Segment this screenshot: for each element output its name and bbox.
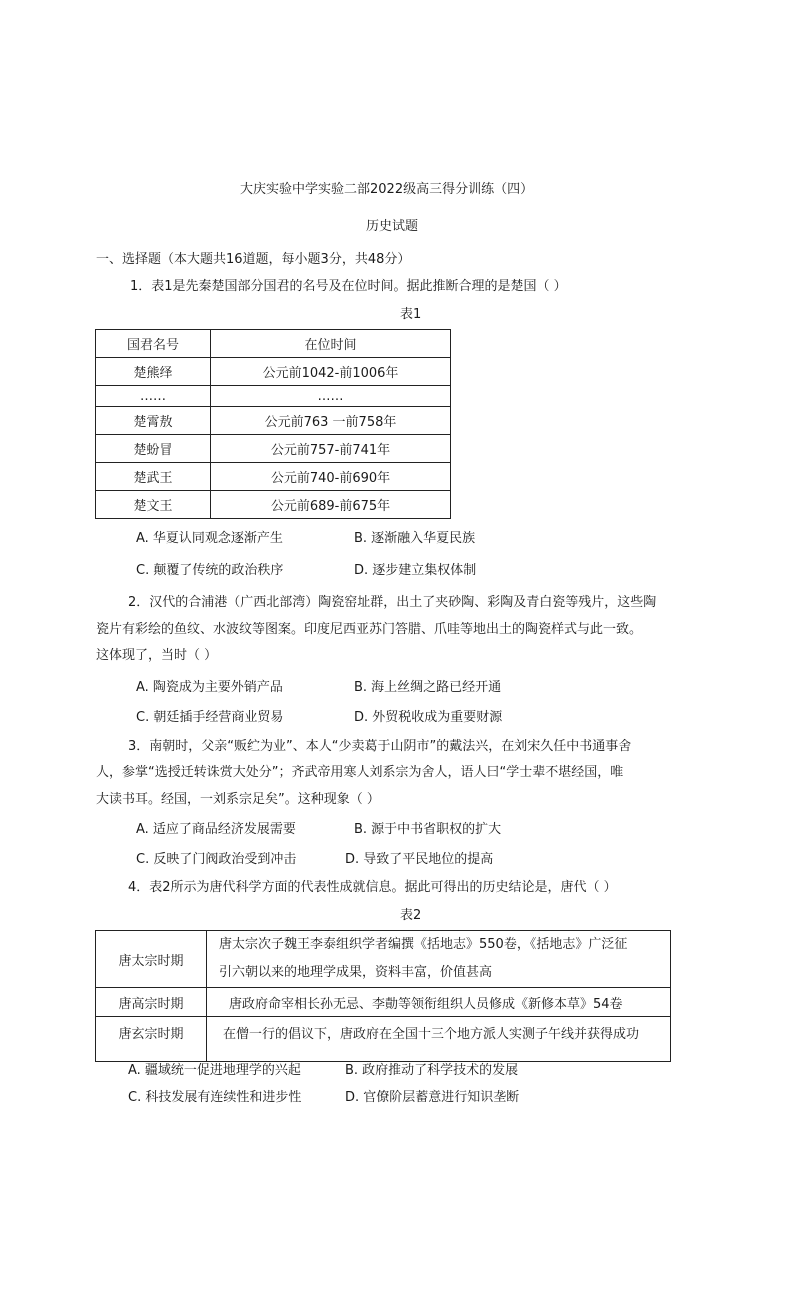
table-cell-line: 引六朝以来的地理学成果，资料丰富，价值甚高 (219, 965, 493, 980)
q1-stem: 1．表1是先秦楚国部分国君的名号及在位时间。据此推断合理的是楚国（ ） (130, 279, 567, 294)
table-cell: 楚熊绎 (96, 358, 211, 386)
table-cell-period: 唐太宗时期 (96, 931, 207, 988)
page-subtitle: 历史试题 (366, 219, 419, 234)
table-cell: …… (211, 386, 451, 407)
table-cell: 公元前763 一前758年 (211, 407, 451, 435)
q3-option-c: C. 反映了门阀政治受到冲击 (136, 852, 297, 867)
table-row (96, 931, 671, 988)
table-row (96, 988, 671, 1017)
table-row (96, 1017, 671, 1062)
q2-line-1: 2．汉代的合浦港（广西北部湾）陶瓷窑址群，出土了夹砂陶、彩陶及青白瓷等残片，这些陶 (128, 595, 657, 610)
q4-table (95, 930, 671, 1062)
q2-option-d: D. 外贸税收成为重要财源 (354, 710, 503, 725)
q3-option-a: A. 适应了商品经济发展需要 (136, 822, 296, 837)
q3-option-b: B. 源于中书省职权的扩大 (354, 822, 502, 837)
section-heading: 一、选择题（本大题共16道题，每小题3分，共48分） (96, 252, 411, 267)
table-cell: 公元前740-前690年 (211, 463, 451, 491)
q3-option-d: D. 导致了平民地位的提高 (345, 852, 494, 867)
q4-option-a: A. 疆域统一促进地理学的兴起 (128, 1063, 301, 1078)
q2-line-2: 瓷片有彩绘的鱼纹、水波纹等图案。印度尼西亚苏门答腊、爪哇等地出土的陶瓷样式与此一致。 (96, 622, 643, 637)
table-row (96, 330, 451, 358)
table-cell-content (207, 931, 671, 988)
q1-option-b: B. 逐渐融入华夏民族 (354, 531, 476, 546)
q2-option-c: C. 朝廷插手经营商业贸易 (136, 710, 284, 725)
q2-option-a: A. 陶瓷成为主要外销产品 (136, 680, 283, 695)
table-cell-period: 唐高宗时期 (96, 988, 207, 1017)
table-cell: 公元前1042-前1006年 (211, 358, 451, 386)
page-title: 大庆实验中学实验二部2022级高三得分训练（四） (240, 182, 534, 197)
q1-option-d: D. 逐步建立集权体制 (354, 563, 477, 578)
q4-table-caption: 表2 (400, 908, 422, 923)
table-row (96, 463, 451, 491)
table-row (96, 435, 451, 463)
q1-table (95, 329, 451, 519)
table-cell: …… (96, 386, 211, 407)
q3-line-3: 大读书耳。经国，一刘系宗足矣”。这种现象（ ） (96, 792, 380, 807)
table-cell: 楚霄敖 (96, 407, 211, 435)
q3-line-1: 3．南朝时，父亲“贩纻为业”、本人“少卖葛于山阴市”的戴法兴，在刘宋久任中书通事舍 (128, 739, 632, 754)
table-cell-line: 唐太宗次子魏王李泰组织学者编撰《括地志》550卷，《括地志》广泛征 (219, 937, 628, 952)
q3-line-2: 人，参掌“选授迁转诛赏大处分”；齐武帝用寒人刘系宗为舍人，语人曰“学士辈不堪经国，唯 (96, 765, 624, 780)
table-cell: 楚蚡冒 (96, 435, 211, 463)
table-row (96, 407, 451, 435)
q4-option-c: C. 科技发展有连续性和进步性 (128, 1090, 302, 1105)
table-cell-content: 唐政府命宰相长孙无忌、李勣等领衔组织人员修成《新修本草》54卷 (207, 988, 671, 1017)
q2-option-b: B. 海上丝绸之路已经开通 (354, 680, 502, 695)
table-cell-period: 唐玄宗时期 (96, 1017, 207, 1062)
table-header-cell: 在位时间 (211, 330, 451, 358)
q1-option-c: C. 颠覆了传统的政治秩序 (136, 563, 284, 578)
table-cell: 楚武王 (96, 463, 211, 491)
q1-option-a: A. 华夏认同观念逐渐产生 (136, 531, 283, 546)
table-row (96, 386, 451, 407)
table-header-cell: 国君名号 (96, 330, 211, 358)
q4-option-b: B. 政府推动了科学技术的发展 (345, 1063, 519, 1078)
table-row (96, 358, 451, 386)
q2-line-3: 这体现了，当时（ ） (96, 648, 218, 663)
table-cell: 公元前757-前741年 (211, 435, 451, 463)
table-cell-content: 在僧一行的倡议下，唐政府在全国十三个地方派人实测子午线并获得成功 (207, 1017, 671, 1062)
table-cell: 楚文王 (96, 491, 211, 519)
q4-option-d: D. 官僚阶层蓄意进行知识垄断 (345, 1090, 520, 1105)
q1-table-caption: 表1 (400, 307, 422, 322)
q4-stem: 4．表2所示为唐代科学方面的代表性成就信息。据此可得出的历史结论是，唐代（ ） (128, 880, 617, 895)
table-cell: 公元前689-前675年 (211, 491, 451, 519)
table-row (96, 491, 451, 519)
